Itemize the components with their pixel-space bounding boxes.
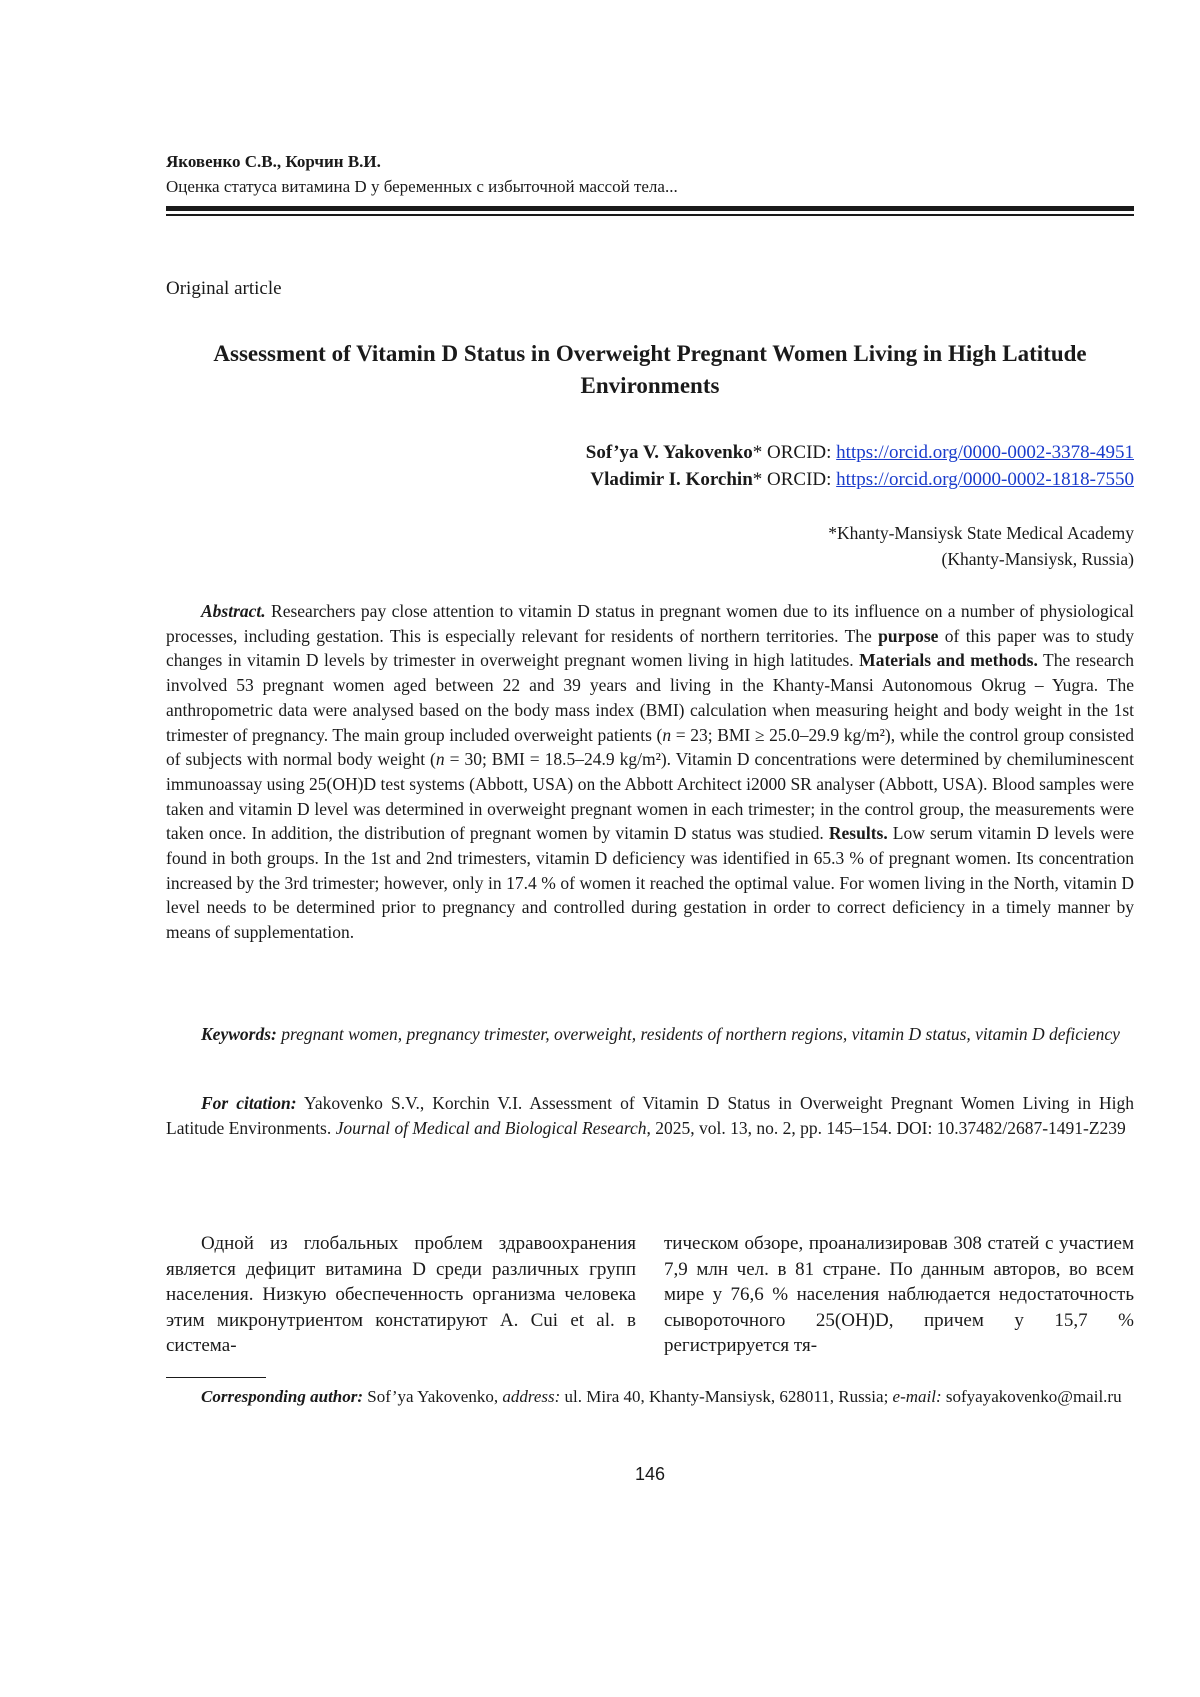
author-line <box>586 442 1134 464</box>
affiliation-line: *Khanty-Mansiysk State Medical Academy <box>828 523 1134 544</box>
author-line <box>590 469 1134 491</box>
author-email: sofyayakovenko@mail.ru <box>942 1387 1122 1406</box>
page-number: 146 <box>0 1464 1200 1485</box>
corresponding-author-footnote: Corresponding author: Sof’ya Yakovenko, address: ul. Mira 40, Khanty-Mansiysk, 628011, Russia; e-mail: sofyayakovenko@mail.ru <box>166 1385 1134 1409</box>
affiliation-location: (Khanty-Mansiysk, Russia) <box>942 549 1134 570</box>
journal-name: Journal of Medical and Biological Research <box>336 1118 647 1138</box>
orcid-link[interactable]: https://orcid.org/0000-0002-1818-7550 <box>836 469 1134 490</box>
header-rule-thin <box>166 214 1134 216</box>
purpose-label: purpose <box>878 626 938 646</box>
footnote-rule <box>166 1377 266 1378</box>
keywords <box>166 1022 1134 1047</box>
keywords-label: Keywords: <box>201 1024 277 1044</box>
results-label: Results. <box>829 823 888 843</box>
running-header-authors: Яковенко С.В., Корчин В.И. <box>166 152 381 172</box>
author-name: Vladimir I. Korchin <box>590 469 752 490</box>
running-header-title: Оценка статуса витамина D у беременных с избыточной массой тела... <box>166 177 678 197</box>
article-title: Assessment of Vitamin D Status in Overweight Pregnant Women Living in High Latitude Environments <box>166 338 1134 402</box>
methods-label: Materials and methods. <box>859 650 1038 670</box>
body-column-left: Одной из глобальных проблем здравоохранения является дефицит витамина D среди различных групп населения. Низкую обеспеченность организма человека этим микронутриентом констатируют A. Cui et al. в системa- <box>166 1231 636 1359</box>
header-rule-thick <box>166 206 1134 211</box>
article-type: Original article <box>166 278 282 300</box>
author-name: Sof’ya V. Yakovenko <box>586 442 753 463</box>
body-column-right: тическом обзоре, проанализировав 308 статей с участием 7,9 млн чел. в 81 стране. По данным авторов, во всем мире у 76,6 % населения наблюдается недостаточность сывороточного 25(OH)D, причем у 15,7 % регистрируется тя- <box>664 1231 1134 1359</box>
author-mark: * <box>753 442 763 463</box>
citation-label: For citation: <box>201 1093 297 1113</box>
abstract: Abstract. Researchers pay close attention to vitamin D status in pregnant women due to its influence on a number of physiological processes, including gestation. This is especially relevant for residents of northern territories. The purpose of this paper was to study changes in vitamin D levels by trimester in overweight pregnant women living in high latitudes. Materials and methods. The research involved 53 pregnant women aged between 22 and 39 years and living in the Khanty-Mansi Autonomous Okrug – Yugra. The anthropometric data were analysed based on the body mass index (BMI) calculation when measuring height and body weight in the 1st trimester of pregnancy. The main group included overweight patients (n = 23; BMI ≥ 25.0–29.9 kg/m²), while the control group consisted of subjects with normal body weight (n = 30; BMI = 18.5–24.9 kg/m²). Vitamin D concentrations were determined by chemiluminescent immunoassay using 25(OH)D test systems (Abbott, USA) on the Abbott Architect i2000 SR analyser (Abbott, USA). Blood samples were taken and vitamin D level was determined in overweight pregnant women in each trimester; in the control group, the measurements were taken once. In addition, the distribution of pregnant women by vitamin D status was studied. Results. Low serum vitamin D levels were found in both groups. In the 1st and 2nd trimesters, vitamin D deficiency was identified in 65.3 % of pregnant women. Its concentration increased by the 3rd trimester; however, only in 17.4 % of women it reached the optimal value. For women living in the North, vitamin D level needs to be determined prior to pregnancy and controlled during gestation in order to correct deficiency in a timely manner by means of supplementation. <box>166 599 1134 945</box>
abstract-label: Abstract. <box>201 601 266 621</box>
keywords-text: pregnant women, pregnancy trimester, overweight, residents of northern regions, vitamin D status, vitamin D deficiency <box>277 1024 1120 1044</box>
orcid-link[interactable]: https://orcid.org/0000-0002-3378-4951 <box>836 442 1134 463</box>
orcid-label: ORCID: <box>762 469 836 490</box>
orcid-label: ORCID: <box>762 442 836 463</box>
citation: For citation: Yakovenko S.V., Korchin V.I. Assessment of Vitamin D Status in Overweight Pregnant Women Living in High Latitude Environments. Journal of Medical and Biological Research, 2025, vol. 13, no. 2, pp. 145–154. DOI: 10.37482/2687-1491-Z239 <box>166 1091 1134 1140</box>
footnote-label: Corresponding author: <box>201 1387 363 1406</box>
author-mark: * <box>753 469 763 490</box>
